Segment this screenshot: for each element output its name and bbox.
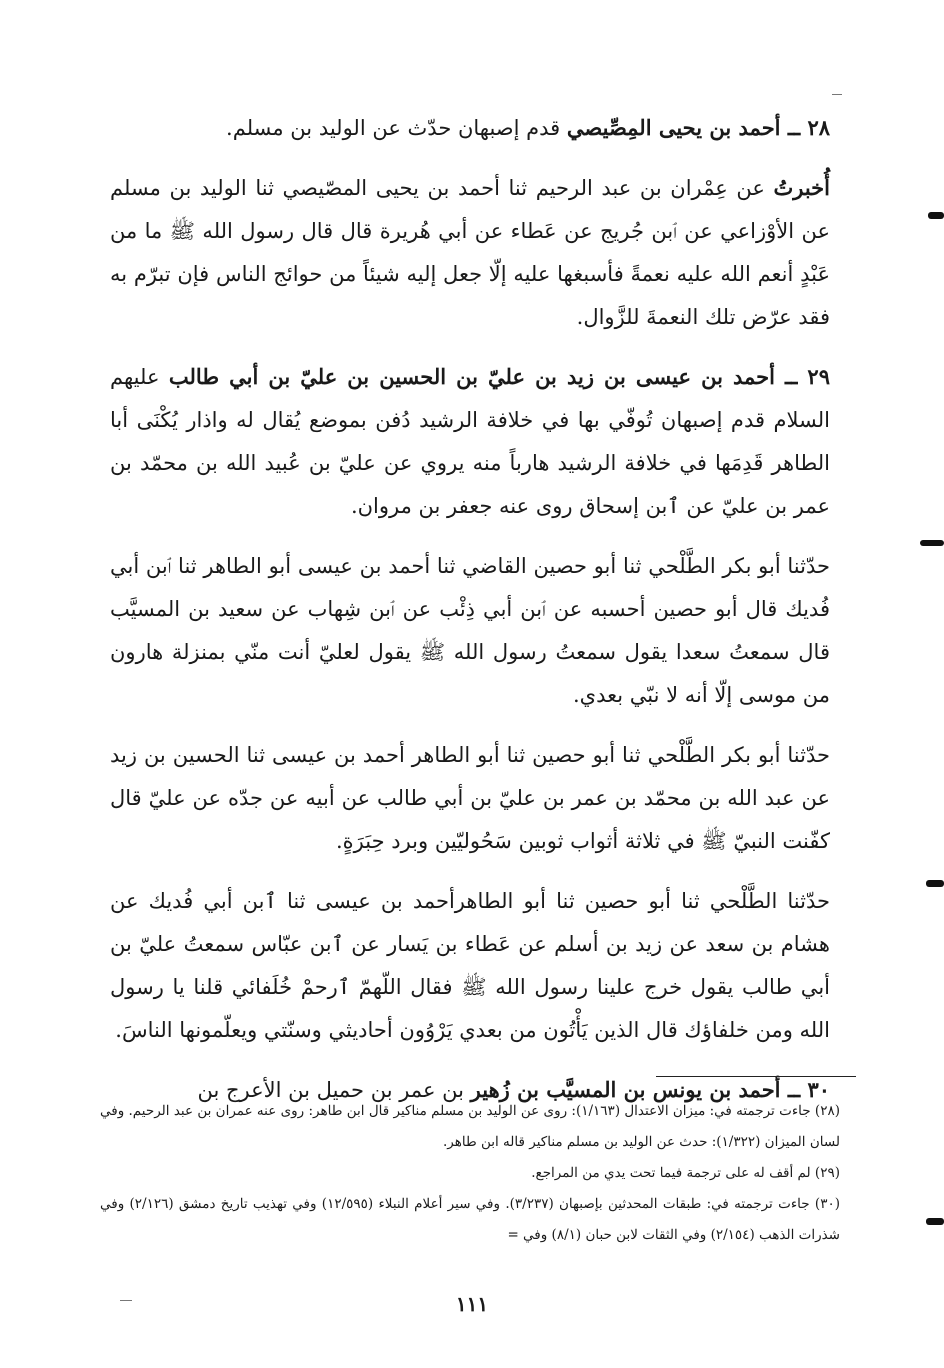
hadith-paragraph: [110, 879, 830, 1052]
scan-edge-mark: [920, 540, 944, 546]
paragraph-text: عن عِمْران بن عبد الرحيم ثنا أحمد بن يحيى المصّيصي ثنا الوليد بن مسلم عن الأوْزاعي عن ٱبن جُريج عن عَطاء عن أبي هُريرة قال قال رسول الله ﷺ ما من عَبْدٍ أنعم الله عليه نعمةً فأسبغها عليه إلّا جعل إليه شيئاً من حوائج الناس فإن تبرّم به فقد عرّض تلك النعمةَ للزَّوال.: [110, 176, 830, 329]
paragraph-text: حدّثنا الطَّلْحي ثنا أبو حصين ثنا أبو الطاهرأحمد بن عيسى ثنا ٱبن أبي فُديك عن هشام بن سعد عن زيد بن أسلم عن عَطاء بن يَسار عن ٱبن عبّاس سمعتُ عليّ بن أبي طالب يقول خرج علينا رسول الله ﷺ فقال اللّهمّ ٱرحمْ خُلَفائي قلنا يا رسول الله ومن خلفاؤك قال الذين يَأْتُون من بعدي يَرْوُون أحاديثي وسنّتي ويعلّمونها الناسَ.: [110, 889, 830, 1042]
paragraph-text: حدّثنا أبو بكر الطَّلْحي ثنا أبو حصين القاضي ثنا أحمد بن عيسى أبو الطاهر ثنا ٱبن أبي فُديك قال أبو حصين أحسبه عن ٱبن أبي ذِئْب عن ٱبن شِهاب عن سعيد بن المسيَّب قال سمعتُ سعدا يقول سمعتُ رسول الله ﷺ يقول لعليّ أنت منّي بمنزلة هارون من موسى إلّا أنه لا نبّي بعدي.: [110, 554, 830, 707]
paragraph-text: حدّثنا أبو بكر الطَّلْحي ثنا أبو حصين ثنا أبو الطاهر أحمد بن عيسى ثنا الحسين بن زيد عن عبد الله بن محمّد بن عمر بن عليّ بن أبي طالب عن أبيه عن جدّه عن عليّ قال كفّنت النبيّ ﷺ في ثلاثة أثواب ثوبين سَحُوليّين وبرد حِبَرَةٍ.: [110, 743, 830, 853]
scan-edge-mark: [928, 212, 944, 219]
main-text: [110, 106, 830, 1128]
paragraph-lead-word: أُخبرتُ: [773, 175, 830, 200]
entry-heading: ٢٩ ــ أحمد بن عيسى بن زيد بن عليّ بن الحسين بن عليّ بن أبي طالب: [168, 364, 830, 389]
scan-edge-mark: [926, 1218, 944, 1225]
entry-text: بن عمر بن حميل بن الأعرج بن: [197, 1078, 471, 1102]
hadith-paragraph: [110, 166, 830, 339]
entry-heading: ٣٠ ــ أحمد بن يونس بن المسيَّب بن زُهير: [470, 1077, 830, 1102]
scan-speck: [120, 1300, 132, 1301]
entry-text: عليهم السلام قدم إصبهان تُوفّي بها في خلافة الرشيد دُفن بموضع يُقال له واذار يُكْنَى أبا الطاهر قَدِمَها في خلافة الرشيد هارباً منه يروي عن عليّ بن عُبيد الله بن محمّد بن عمر بن عليّ عن ٱبن إسحاق روى عنه جعفر بن مروان.: [110, 365, 830, 518]
footnote-29: (٢٩) لم أقف له على ترجمة فيما تحت يدي من المراجع.: [531, 1165, 840, 1181]
footnote-separator: [656, 1076, 856, 1077]
entry-28: [110, 106, 830, 150]
footnotes: [100, 1096, 840, 1251]
footnote-30: (٣٠) جاءت ترجمته في: طبقات المحدثين بإصبهان (٣/٢٣٧). وفي سير أعلام النبلاء (١٢/٥٩٥) وفي تهذيب تاريخ دمشق (٢/١٢٦) وفي شذرات الذهب (٢/١٥٤) وفي الثقات لابن حبان (٨/١) وفي =: [100, 1196, 840, 1243]
scan-speck: [832, 94, 842, 95]
entry-heading: ٢٨ ــ أحمد بن يحيى المِصِّيصي: [566, 115, 830, 140]
hadith-paragraph: [110, 544, 830, 717]
footnote-28: (٢٨) جاءت ترجمته في: ميزان الاعتدال (١/١٦٣): روى عن الوليد بن مسلم مناكير قال ابن طاهر: روى عنه عمران بن عبد الرحيم. وفي لسان الميزان (١/٣٢٢): حدث عن الوليد بن مسلم مناكير قاله ابن طاهر.: [100, 1103, 840, 1150]
entry-text: قدم إصبهان حدّث عن الوليد بن مسلم.: [226, 116, 567, 140]
scan-edge-mark: [926, 880, 944, 887]
page-number: ١١١: [455, 1292, 489, 1316]
hadith-paragraph: [110, 733, 830, 863]
entry-29: [110, 355, 830, 528]
